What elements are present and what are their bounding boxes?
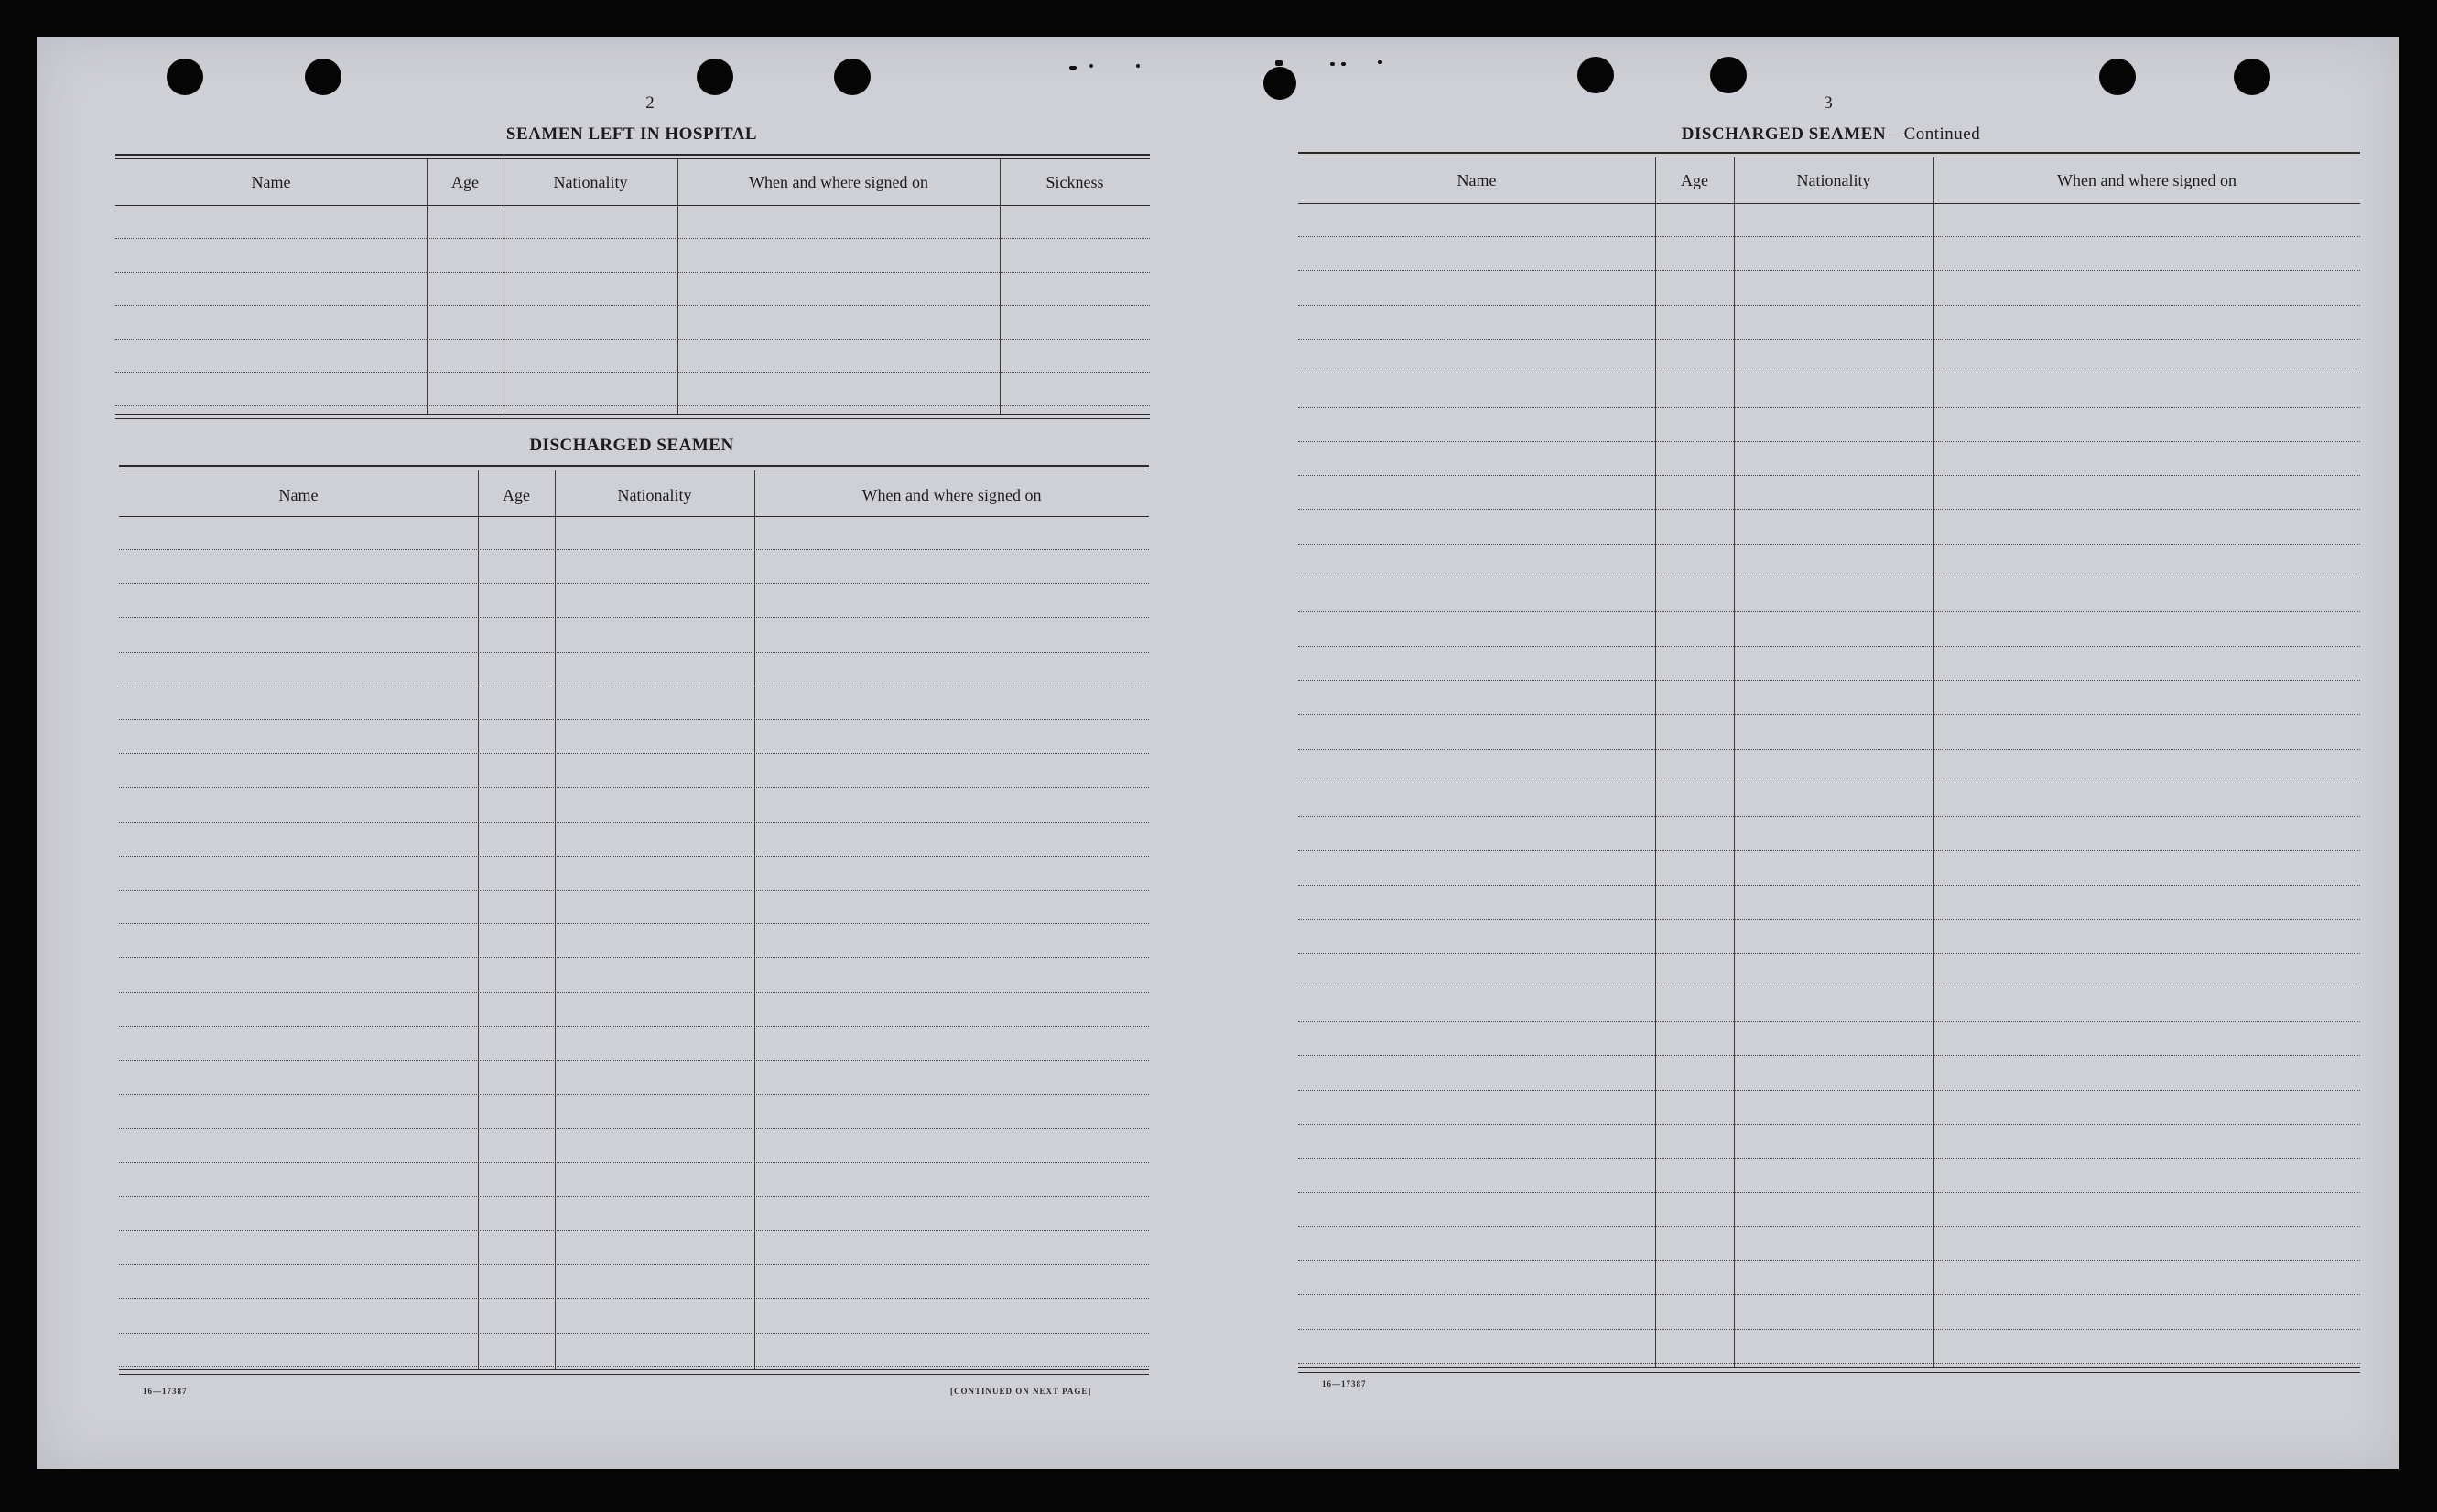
bottom-rule [119, 1374, 1149, 1375]
column-header-age: Age [1681, 171, 1708, 189]
table-row [119, 753, 1149, 754]
table-row [1298, 544, 2360, 545]
table-row [115, 238, 1150, 239]
table-row [119, 719, 1149, 720]
section-title-discharged: DISCHARGED SEAMEN [529, 436, 734, 455]
table-row [1298, 236, 2360, 237]
page-number: 3 [1824, 93, 1833, 113]
table-row [119, 583, 1149, 584]
column-header-name: Name [278, 486, 319, 504]
table-row [1298, 1090, 2360, 1091]
punch-hole [834, 59, 871, 95]
column-header-age: Age [451, 173, 479, 191]
document-sheet [37, 37, 2399, 1469]
hospital-table [115, 154, 1150, 419]
table-row [115, 305, 1150, 306]
table-row [1298, 339, 2360, 340]
column-header-signed-on: When and where signed on [861, 486, 1042, 504]
section-title-discharged-continued [1556, 124, 2106, 145]
table-row [119, 1094, 1149, 1095]
ink-speck [1275, 60, 1283, 66]
table-row [115, 405, 1150, 406]
table-row [1298, 305, 2360, 306]
punch-hole [1710, 57, 1747, 93]
table-row [1298, 1158, 2360, 1159]
column-header-name: Name [251, 173, 291, 191]
table-row [119, 1196, 1149, 1197]
table-row [1298, 816, 2360, 817]
table-row [1298, 1260, 2360, 1261]
column-divider [555, 470, 556, 1369]
bottom-rule [115, 414, 1150, 415]
table-row [119, 1026, 1149, 1027]
table-row [1298, 407, 2360, 408]
table-row [1298, 509, 2360, 510]
table-row [119, 1333, 1149, 1334]
punch-hole [2099, 59, 2136, 95]
table-row [1298, 1363, 2360, 1364]
table-row [1298, 1294, 2360, 1295]
table-row [1298, 1192, 2360, 1193]
table-row [115, 272, 1150, 273]
table-row [119, 1264, 1149, 1265]
header-rule [119, 516, 1149, 517]
table-row [119, 1366, 1149, 1367]
column-header-signed-on: When and where signed on [2057, 171, 2237, 189]
table-row [1298, 441, 2360, 442]
punch-hole [1577, 57, 1614, 93]
column-divider [754, 470, 755, 1369]
table-row [119, 1162, 1149, 1163]
form-number: 16—17387 [1322, 1379, 1367, 1388]
table-row [115, 372, 1150, 373]
table-row [119, 1230, 1149, 1231]
table-row [119, 856, 1149, 857]
table-row [119, 652, 1149, 653]
table-row [119, 1060, 1149, 1061]
table-row [1298, 1124, 2360, 1125]
top-rule [115, 158, 1150, 159]
punch-hole [2234, 59, 2270, 95]
table-row [1298, 885, 2360, 886]
column-header-nationality: Nationality [553, 173, 628, 191]
top-rule [115, 154, 1150, 156]
bottom-rule [1298, 1367, 2360, 1368]
table-row [1298, 1226, 2360, 1227]
column-divider [677, 159, 678, 414]
table-row [119, 617, 1149, 618]
top-rule [1298, 152, 2360, 154]
column-header-sickness: Sickness [1045, 173, 1104, 191]
top-rule [119, 465, 1149, 467]
column-divider [1000, 159, 1001, 414]
column-header-name: Name [1457, 171, 1497, 189]
column-header-nationality: Nationality [617, 486, 692, 504]
punch-hole [305, 59, 341, 95]
title-continued-suffix: —Continued [1886, 124, 1981, 144]
bottom-rule [119, 1369, 1149, 1370]
section-title-hospital: SEAMEN LEFT IN HOSPITAL [505, 124, 758, 144]
punch-hole [167, 59, 203, 95]
table-row [1298, 953, 2360, 954]
table-row [119, 549, 1149, 550]
table-row [1298, 475, 2360, 476]
header-rule [115, 205, 1150, 206]
table-row [1298, 714, 2360, 715]
table-row [119, 1298, 1149, 1299]
table-row [119, 890, 1149, 891]
continued-note: [CONTINUED ON NEXT PAGE] [950, 1387, 1092, 1396]
header-rule [1298, 203, 2360, 204]
table-row [1298, 646, 2360, 647]
ink-speck [1069, 66, 1077, 70]
table-row [1298, 1055, 2360, 1056]
table-row [1298, 611, 2360, 612]
table-row [1298, 680, 2360, 681]
ink-speck [1378, 60, 1382, 64]
form-number: 16—17387 [143, 1387, 188, 1396]
discharged-continued-table [1298, 152, 2360, 1373]
ink-speck [1089, 64, 1093, 68]
table-row [119, 1128, 1149, 1129]
table-row [119, 822, 1149, 823]
column-divider [478, 470, 479, 1369]
table-row [119, 957, 1149, 958]
column-divider [427, 159, 428, 414]
table-row [119, 992, 1149, 993]
table-row [1298, 749, 2360, 750]
table-row [1298, 1329, 2360, 1330]
page-number: 2 [645, 93, 655, 113]
title-main: DISCHARGED SEAMEN [1681, 124, 1887, 144]
table-row [119, 787, 1149, 788]
table-row [1298, 850, 2360, 851]
ink-speck [1341, 62, 1346, 66]
column-header-age: Age [503, 486, 530, 504]
table-row [1298, 270, 2360, 271]
table-row [1298, 1021, 2360, 1022]
table-row [119, 923, 1149, 924]
column-header-nationality: Nationality [1796, 171, 1871, 189]
table-row [1298, 919, 2360, 920]
table-row [115, 339, 1150, 340]
punch-hole [697, 59, 733, 95]
bottom-rule [1298, 1372, 2360, 1373]
bottom-rule [115, 418, 1150, 419]
discharged-table [119, 465, 1149, 1375]
punch-hole [1263, 67, 1296, 100]
ink-speck [1330, 62, 1335, 66]
column-header-signed-on: When and where signed on [749, 173, 928, 191]
ink-speck [1136, 64, 1140, 68]
